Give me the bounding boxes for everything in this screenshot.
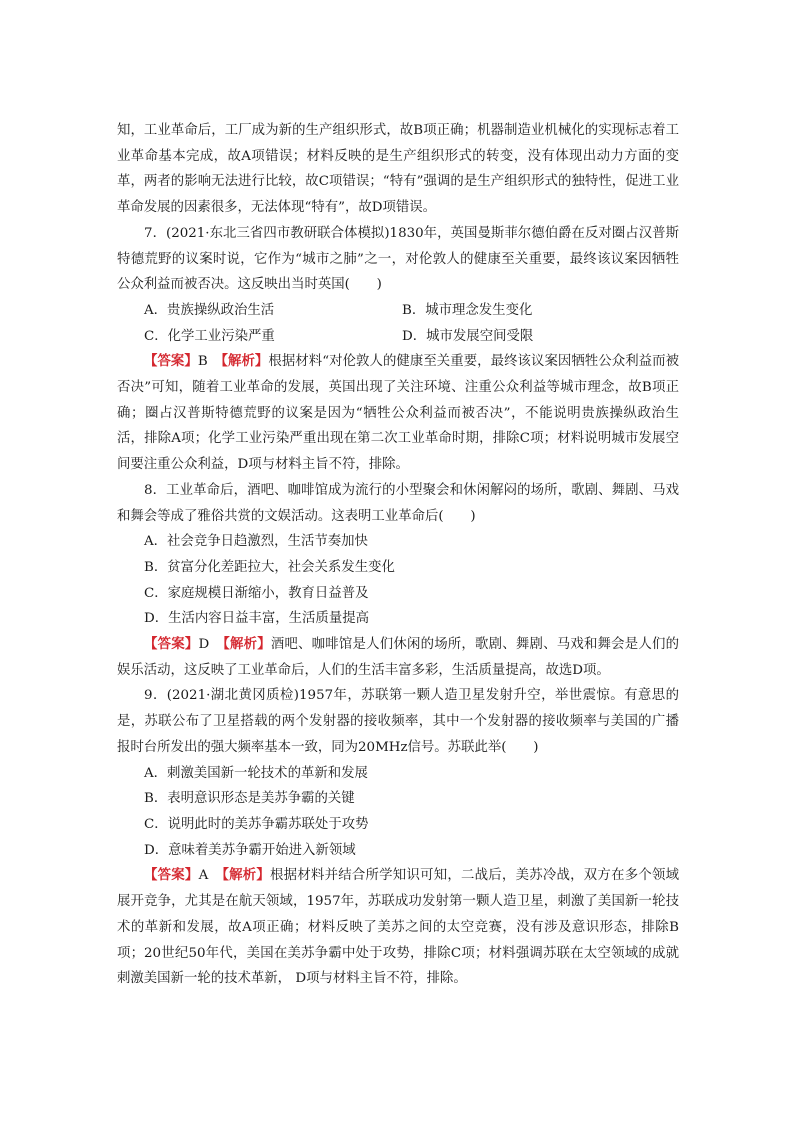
analysis-tag: 【解析】: [222, 867, 271, 884]
analysis-text: 根据材料“对伦敦人的健康至关重要，最终该议案因牺牲公众利益而被否决”可知，随着工业革命的发展，英国出现了关注环境、注重公众利益等城市理念，故B项正确；圈占汉普斯特德荒野的议案是因为“牺牲公众利益而被否决”，不能说明贵族操纵政治生活，排除A项；化学工业污染严重出现在第二次工业革命时期，排除C项；材料说明城市发展空间要注重公众利益，D项与材料主旨不符，排除。: [117, 354, 679, 473]
question-9-answer: [117, 863, 679, 992]
question-7-option-b: B．城市理念发生变化: [402, 302, 533, 318]
question-8-stem: 8．工业革命后，酒吧、咖啡馆成为流行的小型聚会和休闲解闷的场所，歌剧、舞剧、马戏和舞会等成了雅俗共赏的文娱活动。这表明工业革命后( ): [117, 482, 679, 524]
question-7-options-row-2: [117, 324, 679, 350]
page-content: [117, 118, 679, 992]
prev-explanation-continued: 知，工业革命后，工厂成为新的生产组织形式，故B项正确；机器制造业机械化的实现标志着工业革命基本完成，故A项错误；材料反映的是生产组织形式的转变，没有体现出动力方面的变革，两者的影响无法进行比较，故C项错误；“特有”强调的是生产组织形式的独特性，促进工业革命发展的因素很多，无法体现“特有”，故D项错误。: [117, 123, 679, 216]
answer-letter: D: [198, 637, 210, 653]
question-9-option-b: B．表明意识形态是美苏争霸的关键: [144, 791, 355, 807]
question-9-option-a: A．刺激美国新一轮技术的革新和发展: [144, 765, 368, 781]
question-9-option-c: C．说明此时的美苏争霸苏联处于攻势: [144, 816, 369, 832]
question-8-option-c: C．家庭规模日渐缩小，教育日益普及: [144, 585, 369, 601]
answer-tag: 【答案】: [144, 867, 199, 884]
question-8-answer: [117, 632, 679, 683]
analysis-tag: 【解析】: [223, 636, 271, 653]
analysis-tag: 【解析】: [221, 353, 269, 370]
question-7-option-c: C．化学工业污染严重: [144, 328, 275, 344]
question-7-option-a: A．贵族操纵政治生活: [144, 302, 275, 318]
question-8-option-a: A．社会竞争日趋激烈，生活节奏加快: [144, 534, 368, 550]
answer-letter: A: [198, 868, 209, 884]
analysis-text: 酒吧、咖啡馆是人们休闲的场所，歌剧、舞剧、马戏和舞会是人们的娱乐活动，这反映了工业革命后，人们的生活丰富多彩，生活质量提高，故选D项。: [117, 637, 680, 678]
question-7-option-d: D．城市发展空间受限: [402, 328, 534, 344]
question-8-option-b: B．贫富分化差距拉大，社会关系发生变化: [144, 559, 395, 575]
question-7-stem: 7．(2021·东北三省四市教研联合体模拟)1830年，英国曼斯菲尔德伯爵在反对圈占汉普斯特德荒野的议案时说，它作为“城市之肺”之一，对伦敦人的健康至关重要，最终该议案因牺牲公众利益而被否决。这反映出当时英国( ): [117, 225, 679, 293]
answer-tag: 【答案】: [144, 353, 198, 370]
analysis-text: 根据材料并结合所学知识可知，二战后，美苏冷战，双方在多个领域展开竞争，尤其是在航天领域，1957年，苏联成功发射第一颗人造卫星，刺激了美国新一轮技术的革新和发展，故A项正确；材料反映了美苏之间的太空竞赛，没有涉及意识形态，排除B项；20世纪50年代，美国在美苏争霸中处于攻势，排除C项；材料强调苏联在太空领域的成就刺激美国新一轮的技术革新， D项与材料主旨不符，排除。: [117, 868, 680, 987]
answer-tag: 【答案】: [144, 636, 199, 653]
question-9-stem: 9．(2021·湖北黄冈质检)1957年，苏联第一颗人造卫星发射升空，举世震惊。有意思的是，苏联公布了卫星搭载的两个发射器的接收频率，其中一个发射器的接收频率与美国的广播报时台所发出的强大频率基本一致，同为20MHz信号。苏联此举( ): [117, 688, 679, 755]
question-9-option-d: D．意味着美苏争霸开始进入新领域: [144, 842, 356, 858]
question-8-option-d: D．生活内容日益丰富，生活质量提高: [144, 611, 369, 627]
question-7-answer: [117, 349, 679, 478]
answer-letter: B: [197, 354, 208, 370]
question-7-options-row-1: [117, 298, 679, 324]
